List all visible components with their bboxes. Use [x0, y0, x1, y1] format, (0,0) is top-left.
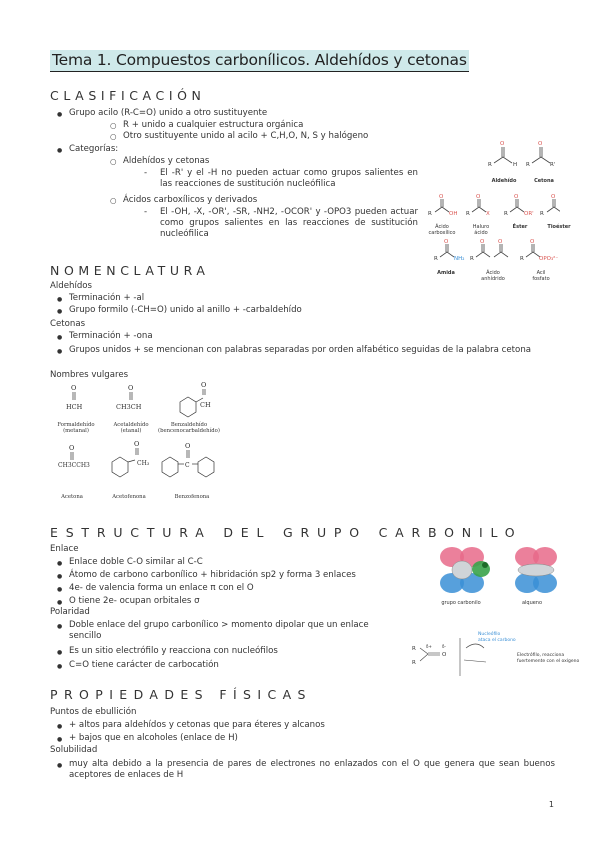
svg-text:O: O: [538, 141, 543, 147]
section-heading-clasificacion: CLASIFICACIÓN: [50, 88, 206, 103]
list-item: ○ Ácidos carboxílicos y derivados: [123, 195, 257, 206]
subheading-enlace: Enlace: [50, 544, 79, 554]
class-label-acido: Ácido carboxílico: [428, 224, 456, 236]
svg-text:O: O: [476, 194, 481, 200]
svg-text:R: R: [412, 660, 416, 666]
class-label-anhidrido: Ácido anhídrido: [481, 270, 505, 282]
svg-text:R: R: [466, 211, 470, 217]
svg-text:O: O: [500, 141, 505, 147]
formula-acetona: CH3CCH3: [58, 462, 90, 469]
list-item: - El -OH, -X, -OR', -SR, -NH2, -OCOR' y -OPO3 pueden actuar como grupos salientes en las reacciones de sustitución nucleófilica: [160, 207, 418, 240]
list-item: ● + altos para aldehídos y cetonas que para éteres y alcanos: [69, 720, 325, 731]
svg-text:O: O: [480, 239, 485, 245]
name-acetaldehido-alt: (etanal): [120, 428, 142, 434]
name-benzaldehido-alt: (bencenocarbaldehído): [158, 428, 220, 434]
orbital-figure: [432, 545, 562, 607]
class-label-amida: Amida: [437, 270, 455, 276]
class-label-ester: Éster: [512, 224, 528, 230]
svg-text:R: R: [520, 256, 524, 262]
list-item: ● Doble enlace del grupo carbonílico > momento dipolar que un enlace sencillo: [69, 620, 389, 642]
reactivity-line-2: ataca el carbono: [478, 637, 516, 643]
svg-text:O: O: [442, 652, 447, 658]
list-item: ● 4e- de valencia forma un enlace π con el O: [69, 583, 254, 594]
orbital-caption-left: grupo carbonilo: [441, 600, 481, 606]
svg-text:O: O: [134, 440, 140, 448]
svg-text:O: O: [444, 239, 449, 245]
svg-text:OH: OH: [449, 211, 458, 217]
list-item: ● muy alta debido a la presencia de pares de electrones no enlazados con el O que genera que sean buenos aceptores de enlaces de H: [69, 759, 555, 781]
orbital-caption-right: alqueno: [521, 600, 543, 606]
svg-text:X: X: [486, 211, 490, 217]
name-acetofenona: Acetofenona: [112, 494, 146, 500]
svg-text:R: R: [488, 162, 492, 168]
formula-formaldehido: HCH: [66, 403, 83, 411]
class-label-acilfosfato: Acil fosfato: [532, 270, 550, 282]
list-item: ● Terminación + -al: [69, 293, 144, 304]
section-heading-nomenclatura: NOMENCLATURA: [50, 263, 210, 278]
class-label-aldehido: Aldehído: [491, 178, 517, 184]
svg-text:O: O: [71, 384, 77, 392]
carbonyl-classes-figure: [420, 135, 560, 290]
svg-text:R: R: [526, 162, 530, 168]
subheading-ebullicion: Puntos de ebullición: [50, 707, 137, 717]
section-heading-propiedades: PROPIEDADES FÍSICAS: [50, 687, 312, 702]
list-item: ● Categorías:: [69, 144, 118, 155]
svg-text:OPO₃²⁻: OPO₃²⁻: [539, 256, 559, 262]
svg-text:O: O: [69, 444, 75, 452]
class-label-cetona: Cetona: [534, 178, 554, 184]
svg-text:O: O: [185, 442, 191, 450]
list-item: ● Terminación + -ona: [69, 331, 153, 342]
formula-acetaldehido: CH3CH: [116, 403, 142, 411]
common-names-figure: [50, 380, 240, 505]
list-item: ○ Otro sustituyente unido al acilo + C,H,O, N, S y halógeno: [123, 131, 368, 142]
name-acetona: Acetona: [61, 494, 83, 500]
svg-text:δ+: δ+: [426, 644, 432, 649]
reactivity-line-4: fuertemente con el oxígeno: [517, 658, 580, 664]
list-item: - El -R' y el -H no pueden actuar como grupos salientes en las reacciones de sustitución nucleófilica: [160, 168, 418, 190]
page-title: Tema 1. Compuestos carbonílicos. Aldehídos y cetonas: [50, 50, 469, 72]
svg-text:R': R': [550, 162, 556, 168]
svg-text:R: R: [470, 256, 474, 262]
reactivity-line-1: Nucleófilo: [478, 632, 501, 637]
list-item: ● Grupo acilo (R-C=O) unido a otro sustituyente: [69, 108, 267, 119]
svg-text:R: R: [504, 211, 508, 217]
svg-text:O: O: [530, 239, 535, 245]
svg-text:O: O: [128, 384, 134, 392]
list-item: ○ Aldehídos y cetonas: [123, 156, 209, 167]
reactivity-figure: [408, 628, 488, 678]
list-item: ● C=O tiene carácter de carbocatión: [69, 660, 219, 671]
list-item: ● O tiene 2e- ocupan orbitales σ: [69, 596, 200, 607]
name-formaldehido: Formaldehído: [57, 422, 95, 428]
svg-text:OR': OR': [524, 211, 534, 217]
svg-text:R: R: [428, 211, 432, 217]
list-item: ● Átomo de carbono carbonílico + hibridación sp2 y forma 3 enlaces: [69, 570, 356, 581]
class-label-tioester: Tioéster: [547, 224, 571, 230]
subheading-polaridad: Polaridad: [50, 607, 90, 617]
reactivity-note-electrophile: [517, 653, 579, 664]
svg-text:δ-: δ-: [442, 644, 446, 649]
svg-text:NH₂: NH₂: [454, 256, 465, 262]
name-formaldehido-alt: (metanal): [63, 428, 89, 434]
formula-benzaldehido: CH: [200, 401, 211, 409]
list-item: ● Es un sitio electrófilo y reacciona con nucleófilos: [69, 646, 278, 657]
subheading-nombres-vulgares: Nombres vulgares: [50, 370, 129, 380]
svg-text:C: C: [185, 462, 190, 469]
section-heading-estructura: ESTRUCTURA DEL GRUPO CARBONILO: [50, 525, 523, 540]
svg-text:R: R: [434, 256, 438, 262]
subheading-solubilidad: Solubilidad: [50, 745, 98, 755]
list-item: ● Grupos unidos + se mencionan con palabras separadas por orden alfabético seguidas de la palabra cetona: [69, 345, 555, 356]
svg-text:O: O: [498, 239, 503, 245]
svg-text:R: R: [412, 646, 416, 652]
svg-text:O: O: [514, 194, 519, 200]
svg-text:O: O: [439, 194, 444, 200]
svg-text:O: O: [201, 381, 207, 389]
name-benzaldehido: Benzaldehído: [170, 422, 208, 428]
svg-text:R: R: [540, 211, 544, 217]
svg-text:H: H: [513, 162, 518, 168]
name-benzofenona: Benzofenona: [174, 494, 210, 500]
reactivity-note-nucleophile: [478, 632, 516, 643]
class-label-haluro: Haluro ácido: [472, 224, 490, 236]
list-item: ○ R + unido a cualquier estructura orgánica: [123, 120, 303, 131]
list-item: ● + bajos que en alcoholes (enlace de H): [69, 733, 238, 744]
reactivity-line-3: Electrófilo, reacciona: [517, 653, 565, 658]
svg-text:O: O: [551, 194, 556, 200]
subheading-cetonas: Cetonas: [50, 319, 86, 329]
name-acetaldehido: Acetaldehído: [113, 422, 149, 428]
list-item: ● Enlace doble C-O similar al C-C: [69, 557, 203, 568]
formula-acetofenona: CH₃: [137, 460, 150, 467]
list-item: ● Grupo formilo (-CH=O) unido al anillo + -carbaldehído: [69, 305, 302, 316]
subheading-aldehidos: Aldehídos: [50, 281, 93, 291]
page-number: 1: [548, 800, 554, 809]
